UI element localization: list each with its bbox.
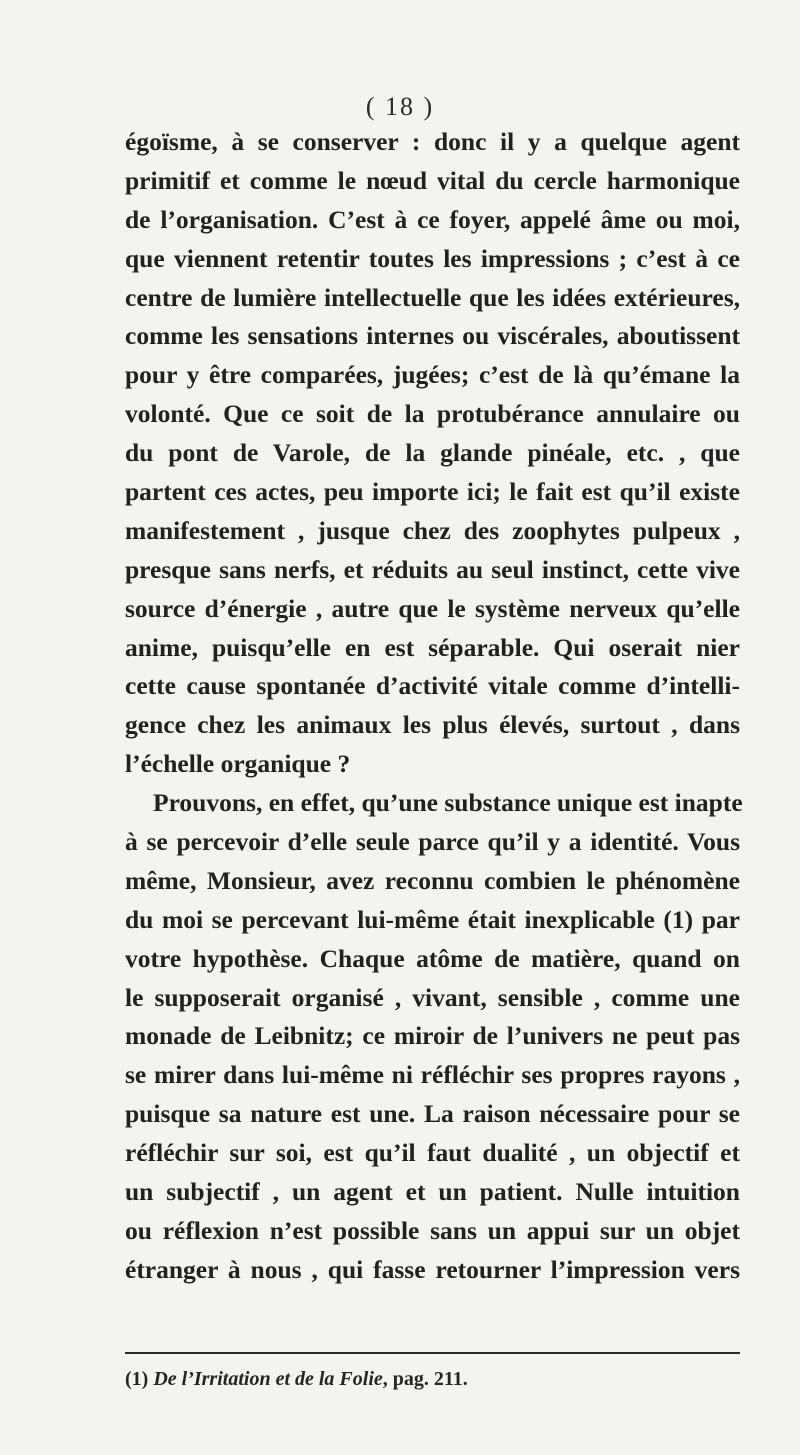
text-line: de l’organisation. C’est à ce foyer, appelé âme ou moi,	[125, 204, 740, 234]
text-line: anime, puisqu’elle en est séparable. Qui oserait nier	[125, 632, 740, 662]
footnote-marker: (1)	[125, 1368, 149, 1390]
text-line: que viennent retentir toutes les impressions ; c’est à ce	[125, 243, 740, 273]
text-line: cette cause spontanée d’activité vitale comme d’intelli-	[125, 671, 740, 701]
paragraph-end-line: l’échelle organique ?	[125, 749, 351, 779]
text-line: étranger à nous , qui fasse retourner l’impression vers	[125, 1254, 740, 1284]
text-line: réfléchir sur soi, est qu’il faut dualité , un objectif et	[125, 1138, 740, 1168]
text-line: puisque sa nature est une. La raison nécessaire pour se	[125, 1099, 740, 1129]
text-line: gence chez les animaux les plus élevés, surtout , dans	[125, 710, 740, 740]
text-line: manifestement , jusque chez des zoophytes pulpeux ,	[125, 515, 740, 545]
footnote-title: De l’Irritation et de la Folie	[153, 1368, 383, 1390]
text-line: ou réflexion n’est possible sans un appui sur un objet	[125, 1215, 740, 1245]
text-line: même, Monsieur, avez reconnu combien le phénomène	[125, 865, 740, 895]
text-line: se mirer dans lui-même ni réfléchir ses propres rayons ,	[125, 1060, 740, 1090]
text-line: partent ces actes, peu importe ici; le fait est qu’il existe	[125, 477, 740, 507]
text-line: centre de lumière intellectuelle que les idées extérieures,	[125, 282, 740, 312]
text-line: le supposerait organisé , vivant, sensible , comme une	[125, 982, 740, 1012]
text-line: du moi se percevant lui-même était inexplicable (1) par	[125, 904, 740, 934]
page-number: ( 18 )	[365, 92, 435, 121]
text-line: monade de Leibnitz; ce miroir de l’univers ne peut pas	[125, 1021, 740, 1051]
text-line: source d’énergie , autre que le système nerveux qu’elle	[125, 593, 740, 623]
text-line: primitif et comme le nœud vital du cercle harmonique	[125, 165, 740, 195]
text-line: égoïsme, à se conserver : donc il y a quelque agent	[125, 127, 740, 156]
footnote	[125, 1368, 740, 1391]
text-line: comme les sensations internes ou viscérales, aboutissent	[125, 321, 740, 351]
text-line: volonté. Que ce soit de la protubérance annulaire ou	[125, 399, 740, 429]
text-line: presque sans nerfs, et réduits au seul instinct, cette vive	[125, 554, 740, 584]
text-line: à se percevoir d’elle seule parce qu’il y a identité. Vous	[125, 827, 740, 857]
text-line: un subjectif , un agent et un patient. Nulle intuition	[125, 1177, 740, 1207]
body-text	[125, 123, 743, 1290]
footnote-reference: , pag. 211.	[382, 1368, 468, 1390]
text-line: votre hypothèse. Chaque atôme de matière, quand on	[125, 943, 740, 973]
text-line: pour y être comparées, jugées; c’est de là qu’émane la	[125, 360, 740, 390]
text-line: du pont de Varole, de la glande pinéale, etc. , que	[125, 438, 740, 468]
footnote-divider	[125, 1352, 740, 1354]
paragraph-start-line: Prouvons, en effet, qu’une substance unique est inapte	[153, 788, 743, 818]
